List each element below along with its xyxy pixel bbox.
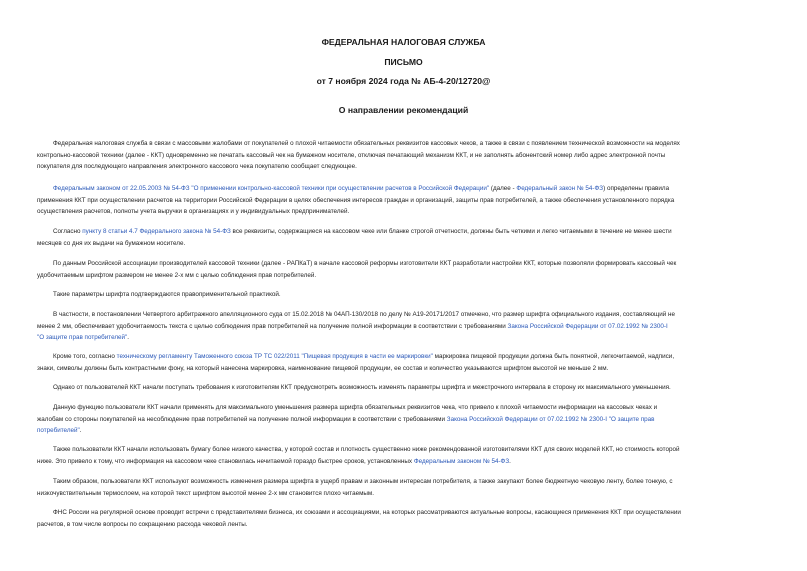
paragraph-text: По данным Российской ассоциации производителей кассовой техники (далее - РАПКаТ) в начале кассовой реформы изготовители ККТ разработали настройки ККТ, которые позволяли формировать кассовый чек [53, 260, 677, 267]
paragraph-text: менее 2 мм, обеспечивает удобочитаемость текста с целью соблюдения прав потребителей на получение полной информации в соответствии с требованиями [37, 322, 508, 330]
paragraph-line [37, 289, 770, 301]
legal-reference-link[interactable]: пункту 8 статьи 4.7 Федерального закона № 54-ФЗ [82, 228, 231, 235]
paragraph-text: Согласно [53, 228, 83, 235]
paragraph-text: жалобам со стороны покупателей на несоблюдение прав потребителей на получение полной информации в соответствии с требованиями [37, 415, 447, 423]
legal-reference-link[interactable]: Закона Российской Федерации от 07.02.1992 № 2300-I [507, 322, 668, 330]
legal-reference-link[interactable]: техническому регламенту Таможенного союза ТР ТС 022/2011 "Пищевая продукция в части ее маркировки" [116, 353, 433, 360]
paragraph-text: Однако от пользователей ККТ начали поступать требования к изготовителям ККТ предусмотреть возможность изменять параметры шрифта и межстрочного интервала в сторону их максимального уменьшения. [53, 384, 671, 391]
paragraph-law-54fz [37, 183, 770, 218]
paragraph-complaints [37, 138, 770, 173]
paragraph-line [37, 363, 770, 375]
paragraph-text: расчетов, в том числе вопросы по сокращению расхода чековой ленты. [37, 520, 248, 528]
paragraph-font-reduction [37, 402, 770, 437]
paragraph-text: ниже. Это привело к тому, что информация на кассовом чеке становилась нечитаемой гораздо быстрее сроков, установленных [37, 457, 414, 465]
paragraph-line [37, 414, 770, 426]
paragraph-line [37, 382, 770, 394]
date-number-heading: от 7 ноября 2024 года № АБ-4-20/12720@ [316, 76, 491, 86]
paragraph-text: контрольно-кассовой техники (далее - ККТ) одновременно не печатать кассовый чек на бумажном носителе, отключая печатающий механизм ККТ, и не заполнять абонентский номер либо адрес электронной почты [37, 151, 666, 159]
paragraph-text: ФНС России на регулярной основе проводит встречи с представителями бизнеса, их союзами и ассоциациями, на которых рассматриваются актуальные вопросы, касающиеся применения ККТ при осуществлении [53, 509, 681, 516]
paragraph-text: Федеральная налоговая служба в связи с массовыми жалобами от покупателей о плохой читаемости обязательных реквизитов кассовых чеков, а также в связи с появлением технической возможности на моделях [53, 140, 680, 147]
paragraph-text: осуществления расчетов, полноты учета выручки в организациях и у индивидуальных предпринимателей. [37, 208, 350, 215]
paragraph-text: Таким образом, пользователи ККТ используют возможность изменения размера шрифта в ущерб правам и законным интересам потребителя, а также закупают более бюджетную чековую ленту, более тонкую, с [53, 478, 673, 485]
paragraph-text: применения ККТ при осуществлении расчетов на территории Российской Федерации в целях обеспечения интересов граждан и организаций, защиты прав потребителей, а также обеспечения установленного порядка [37, 196, 675, 204]
legal-reference-link[interactable]: потребителей" [37, 427, 80, 434]
paragraph-line [37, 444, 770, 456]
paragraph-tech-regulation [37, 351, 770, 374]
paragraph-text: . [79, 427, 82, 434]
paragraph-line [37, 402, 770, 414]
paragraph-line [37, 488, 770, 500]
paragraph-text: . [509, 457, 511, 465]
paragraph-line [37, 476, 770, 488]
paragraph-rapkat [37, 258, 770, 281]
legal-reference-link[interactable]: Федеральным законом № 54-ФЗ [413, 457, 510, 465]
paragraph-line [37, 270, 770, 282]
paragraph-text: Такие параметры шрифта подтверждаются правоприменительной практикой. [53, 291, 281, 298]
paragraph-line [37, 321, 770, 333]
paragraph-user-requests [37, 382, 770, 394]
legal-reference-link[interactable]: Закона Российской Федерации от 07.02.1992 № 2300-I "О защите прав [446, 415, 655, 423]
paragraph-paper-quality [37, 444, 770, 467]
paragraph-readability-requirement [37, 226, 770, 249]
paragraph-court-ruling [37, 309, 770, 344]
paragraph-practice [37, 289, 770, 301]
paragraph-line [37, 206, 770, 218]
paragraph-text: Кроме того, согласно [53, 353, 117, 360]
paragraph-text: В частности, в постановлении Четвертого арбитражного апелляционного суда от 15.02.2018 № 04АП-130/2018 по делу № А19-20171/2017 отмечено, что размер шрифта официального издания, составляющий не [53, 311, 675, 318]
paragraph-line [37, 507, 770, 519]
paragraph-text: маркировка пищевой продукции должна быть понятной, легкочитаемой, надписи, [432, 353, 675, 360]
paragraph-text: удобочитаемым шрифтом размером не менее 2-х мм с целью соблюдения прав потребителей. [37, 271, 317, 279]
paragraph-line [37, 332, 770, 344]
paragraph-text: покупателя для последующего направления электронного кассового чека покупателю сообщает следующее. [37, 163, 357, 170]
paragraph-line [37, 238, 770, 250]
paragraph-line [37, 425, 770, 437]
paragraph-text: Также пользователи ККТ начали использовать бумагу более низкого качества, у которой состав и плотность существенно ниже рекомендованной изготовителями ККТ для своих моделей ККТ, но стоимость которой [53, 446, 680, 453]
paragraph-fns-meetings [37, 507, 770, 530]
paragraph-line [37, 195, 770, 207]
paragraph-text: знаки, символы должны быть контрастными фону, на который нанесена маркировка, наименование пищевой продукции, ее состав и количество указываются шрифтом высотой не меньше 2 мм. [37, 364, 609, 372]
paragraph-line [37, 309, 770, 321]
paragraph-text: (далее - [489, 185, 517, 192]
paragraph-text: низкочувствительным термослоем, на которой текст шрифтом высотой менее 2-х мм становится плохо читаемым. [37, 489, 375, 497]
paragraph-line [37, 519, 770, 531]
paragraph-line [37, 258, 770, 270]
paragraph-line [37, 351, 770, 363]
paragraph-line [37, 183, 770, 195]
paragraph-line [37, 150, 770, 162]
paragraph-text: Данную функцию пользователи ККТ начали применять для максимального уменьшения размера шрифта обязательных реквизитов чека, что привело к плохой читаемости информации на кассовых чеках и [53, 404, 658, 411]
legal-reference-link[interactable]: "О защите прав потребителей" [37, 334, 128, 341]
paragraph-text: ) определены правила [603, 185, 670, 192]
subject-heading: О направлении рекомендаций [338, 105, 469, 115]
paragraph-text: . [127, 334, 130, 341]
legal-reference-link[interactable]: Федеральным законом от 22.05.2003 № 54-ФЗ "О применении контрольно-кассовой техники при осуществлении расчетов в Российской Федерации" [53, 185, 490, 192]
paragraph-line [37, 456, 770, 468]
doc-type-heading: ПИСЬМО [384, 57, 423, 67]
paragraph-line [37, 226, 770, 238]
legal-reference-link[interactable]: Федеральный закон № 54-ФЗ [516, 185, 604, 192]
paragraph-text: месяцев со дня их выдачи на бумажном носителе. [37, 239, 186, 247]
paragraph-text: все реквизиты, содержащиеся на кассовом чеке или бланке строгой отчетности, должны быть четкими и легко читаемыми в течение не менее шести [230, 228, 672, 235]
paragraph-line [37, 138, 770, 150]
paragraph-line [37, 161, 770, 173]
paragraph-conclusion [37, 476, 770, 499]
org-heading: ФЕДЕРАЛЬНАЯ НАЛОГОВАЯ СЛУЖБА [321, 37, 486, 47]
